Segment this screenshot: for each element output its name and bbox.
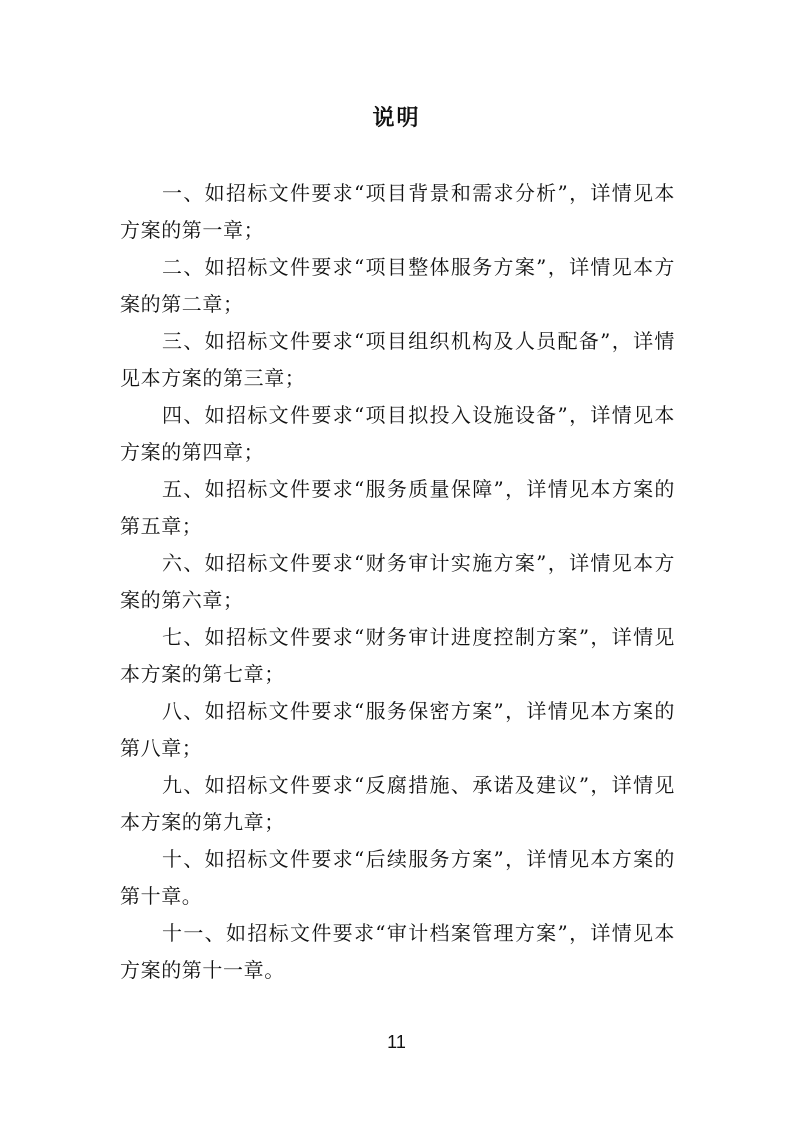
page-number: 11 xyxy=(387,1032,406,1052)
body-text xyxy=(120,175,675,989)
paragraph-5: 五、如招标文件要求“服务质量保障”，详情见本方案的第五章； xyxy=(120,477,675,538)
paragraph-1: 一、如招标文件要求“项目背景和需求分析”，详情见本方案的第一章； xyxy=(120,181,675,242)
paragraph-9: 九、如招标文件要求“反腐措施、承诺及建议”，详情见本方案的第九章； xyxy=(120,773,675,834)
paragraph-3: 三、如招标文件要求“项目组织机构及人员配备”，详情见本方案的第三章； xyxy=(120,329,675,390)
paragraph-10: 十、如招标文件要求“后续服务方案”，详情见本方案的第十章。 xyxy=(120,847,675,908)
paragraph-11: 十一、如招标文件要求“审计档案管理方案”，详情见本方案的第十一章。 xyxy=(120,921,675,982)
page-title: 说明 xyxy=(372,105,421,131)
paragraph-7: 七、如招标文件要求“财务审计进度控制方案”，详情见本方案的第七章； xyxy=(120,625,675,686)
paragraph-6: 六、如招标文件要求“财务审计实施方案”，详情见本方案的第六章； xyxy=(120,551,675,612)
paragraph-2: 二、如招标文件要求“项目整体服务方案”，详情见本方案的第二章； xyxy=(120,255,675,316)
paragraph-8: 八、如招标文件要求“服务保密方案”，详情见本方案的第八章； xyxy=(120,699,675,760)
paragraph-4: 四、如招标文件要求“项目拟投入设施设备”，详情见本方案的第四章； xyxy=(120,403,675,464)
